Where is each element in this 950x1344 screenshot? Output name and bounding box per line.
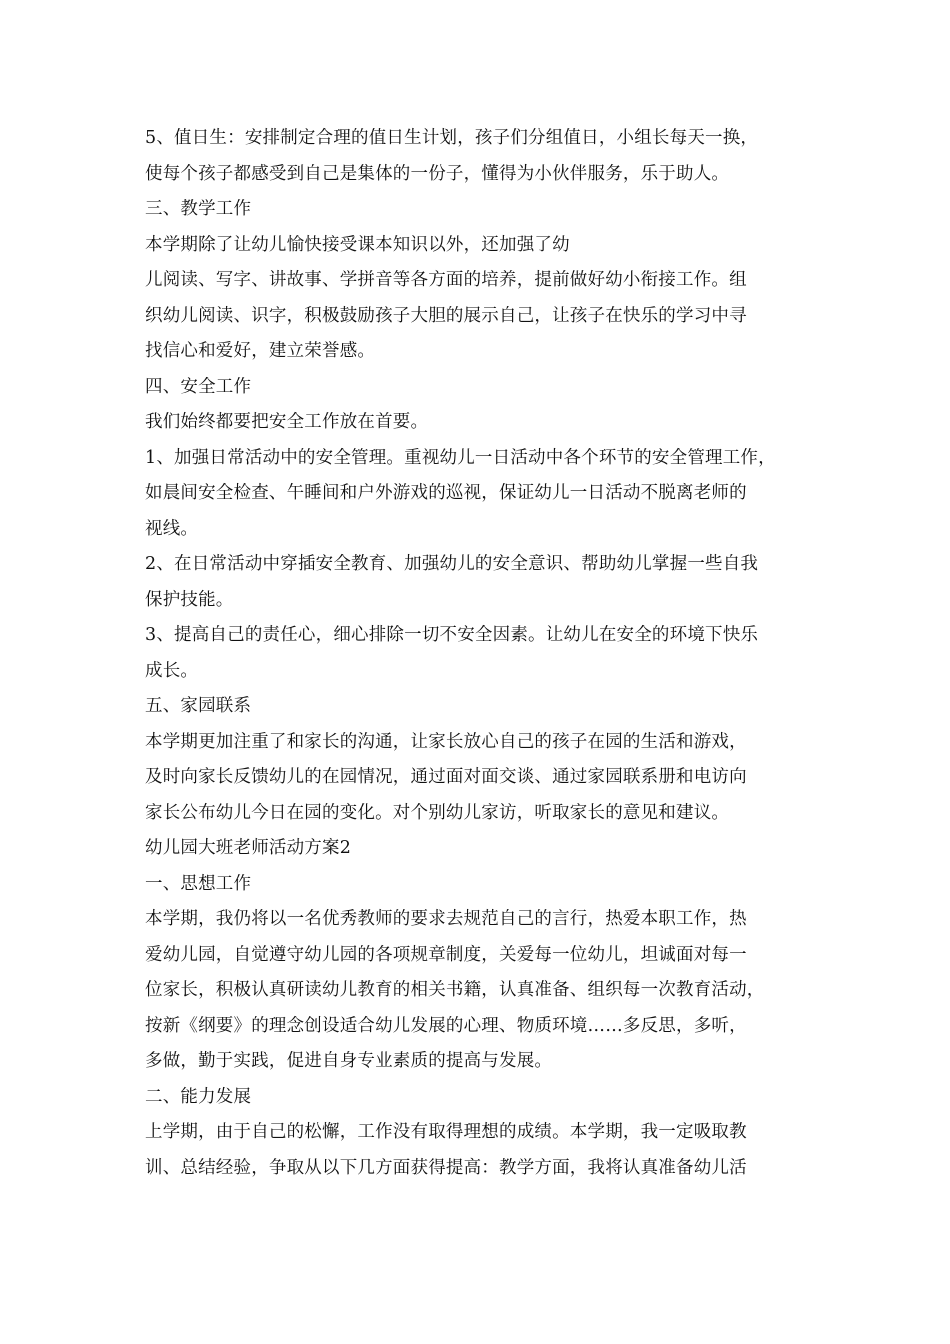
- text-line: 上学期，由于自己的松懈，工作没有取得理想的成绩。本学期，我一定吸取教: [145, 1122, 747, 1142]
- section-heading: 二、能力发展: [145, 1086, 252, 1107]
- section-heading: 四、安全工作: [145, 376, 252, 397]
- text-line: 训、总结经验，争取从以下几方面获得提高：教学方面，我将认真准备幼儿活: [145, 1157, 747, 1178]
- text-line: 我们始终都要把安全工作放在首要。: [145, 412, 429, 432]
- text-line: 多做，勤于实践，促进自身专业素质的提高与发展。: [145, 1051, 553, 1071]
- text-line: 成长。: [145, 660, 199, 681]
- text-line: 本学期更加注重了和家长的沟通，让家长放心自己的孩子在园的生活和游戏，: [145, 731, 747, 752]
- text-line: 视线。: [145, 518, 199, 539]
- text-line: 2、在日常活动中穿插安全教育、加强幼儿的安全意识、帮助幼儿掌握一些自我: [145, 554, 759, 574]
- document-body: [145, 121, 825, 1186]
- text-line: 爱幼儿园，自觉遵守幼儿园的各项规章制度，关爱每一位幼儿，坦诚面对每一: [145, 944, 747, 965]
- text-line: 使每个孩子都感受到自己是集体的一份子，懂得为小伙伴服务，乐于助人。: [145, 163, 730, 184]
- text-line: 按新《纲要》的理念创设适合幼儿发展的心理、物质环境……多反思，多听，: [145, 1015, 747, 1036]
- text-line: 儿阅读、写字、讲故事、学拼音等各方面的培养，提前做好幼小衔接工作。组: [145, 270, 747, 290]
- text-line: 家长公布幼儿今日在园的变化。对个别幼儿家访，听取家长的意见和建议。: [145, 802, 730, 823]
- text-line: 如晨间安全检查、午睡间和户外游戏的巡视，保证幼儿一日活动不脱离老师的: [145, 483, 747, 503]
- text-line: 位家长，积极认真研读幼儿教育的相关书籍，认真准备、组织每一次教育活动，: [145, 980, 765, 1000]
- text-line: 5、值日生：安排制定合理的值日生计划，孩子们分组值日，小组长每天一换，: [145, 128, 759, 148]
- section-heading: 五、家园联系: [145, 696, 252, 716]
- document-title: 幼儿园大班老师活动方案2: [145, 838, 352, 858]
- section-heading: 三、教学工作: [145, 199, 252, 219]
- text-line: 1、加强日常活动中的安全管理。重视幼儿一日活动中各个环节的安全管理工作，: [145, 447, 776, 468]
- section-heading: 一、思想工作: [145, 873, 252, 894]
- text-line: 及时向家长反馈幼儿的在园情况，通过面对面交谈、通过家园联系册和电访向: [145, 767, 747, 787]
- text-line: 找信心和爱好，建立荣誉感。: [145, 341, 376, 361]
- text-line: 保护技能。: [145, 589, 234, 610]
- text-line: 本学期除了让幼儿愉快接受课本知识以外，还加强了幼: [145, 234, 570, 255]
- text-line: 本学期，我仍将以一名优秀教师的要求去规范自己的言行，热爱本职工作，热: [145, 909, 747, 929]
- text-line: 织幼儿阅读、识字，积极鼓励孩子大胆的展示自己，让孩子在快乐的学习中寻: [145, 305, 747, 326]
- text-line: 3、提高自己的责任心，细心排除一切不安全因素。让幼儿在安全的环境下快乐: [145, 625, 759, 645]
